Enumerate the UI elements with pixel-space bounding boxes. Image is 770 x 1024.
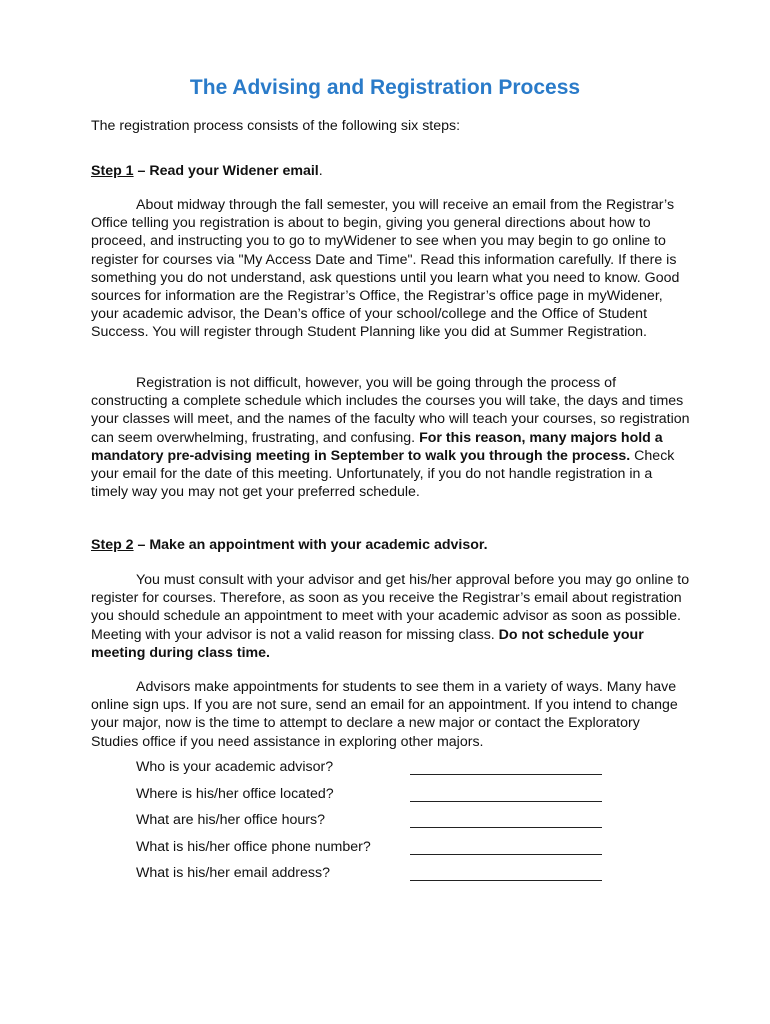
question-row [136, 758, 616, 778]
question-label: Where is his/her office located? [136, 786, 334, 802]
step-1-period: . [318, 163, 323, 179]
question-label: What is his/her email address? [136, 865, 330, 881]
question-label: What are his/her office hours? [136, 812, 326, 828]
step-2-title: – Make an appointment with your academic advisor. [133, 537, 488, 553]
answer-blank-line[interactable] [410, 758, 602, 775]
answer-blank-line[interactable] [410, 864, 602, 881]
question-row [136, 785, 616, 805]
question-row [136, 864, 616, 884]
step-1-number: Step 1 [91, 163, 134, 179]
answer-blank-line[interactable] [410, 811, 602, 828]
question-label: Who is your academic advisor? [136, 759, 334, 775]
step-2-paragraph-1 [91, 571, 691, 662]
intro-text: The registration process consists of the following six steps: [91, 118, 461, 134]
page-title: The Advising and Registration Process [189, 76, 581, 99]
question-row [136, 838, 616, 858]
step-2-paragraph-1-text: You must consult with your advisor and get his/her approval before you may go online to register for courses. Therefore, as soon as you receive the Registrar’s email about registration you should schedule an appointment to meet with your academic advisor as soon as possible. Meeting with your advisor is not a valid reason for missing class. [91, 572, 690, 643]
step-2-number: Step 2 [91, 537, 134, 553]
step-1-heading [91, 162, 691, 180]
step-2-paragraph-1-emphasis: Do not schedule your meeting during class time. [91, 626, 644, 661]
step-1-paragraph-2-emphasis: For this reason, many majors hold a mandatory pre-advising meeting in September to walk you through the process. [91, 429, 663, 464]
step-1-paragraph-1: About midway through the fall semester, you will receive an email from the Registrar’s Office telling you registration is about to begin, giving you general directions about how to proceed, and instructing you to go to myWidener to see when you may begin to go online to register for courses via "My Access Date and Time". Read this information carefully. If there is something you do not understand, ask questions until you learn what you need to know. Good sources for information are the Registrar’s Office, the Registrar’s office page in myWidener, your academic advisor, the Dean’s office of your school/college and the Office of Student Success. You will register through Student Planning like you did at Summer Registration. [91, 197, 680, 341]
question-label: What is his/her office phone number? [136, 839, 371, 855]
step-2-heading [91, 536, 691, 554]
step-1-paragraph-2 [91, 374, 691, 501]
question-row [136, 811, 616, 831]
step-1-paragraph-2-text: Registration is not difficult, however, you will be going through the process of constructing a complete schedule which includes the courses you will take, the days and times your classes will meet, and the names of the faculty who will teach your courses, so registration can seem overwhelming, frustrating, and confusing. [91, 375, 690, 446]
answer-blank-line[interactable] [410, 838, 602, 855]
step-1-title: – Read your Widener email [133, 163, 319, 179]
step-2-paragraph-2: Advisors make appointments for students to see them in a variety of ways. Many have online sign ups. If you are not sure, send an email for an appointment. If you intend to change your major, now is the time to attempt to declare a new major or contact the Exploratory Studies office if you need assistance in exploring other majors. [91, 679, 678, 750]
answer-blank-line[interactable] [410, 785, 602, 802]
step-1-paragraph-2-tail: Check your email for the date of this meeting. Unfortunately, if you do not handle registration in a timely way you may not get your preferred schedule. [91, 447, 675, 501]
